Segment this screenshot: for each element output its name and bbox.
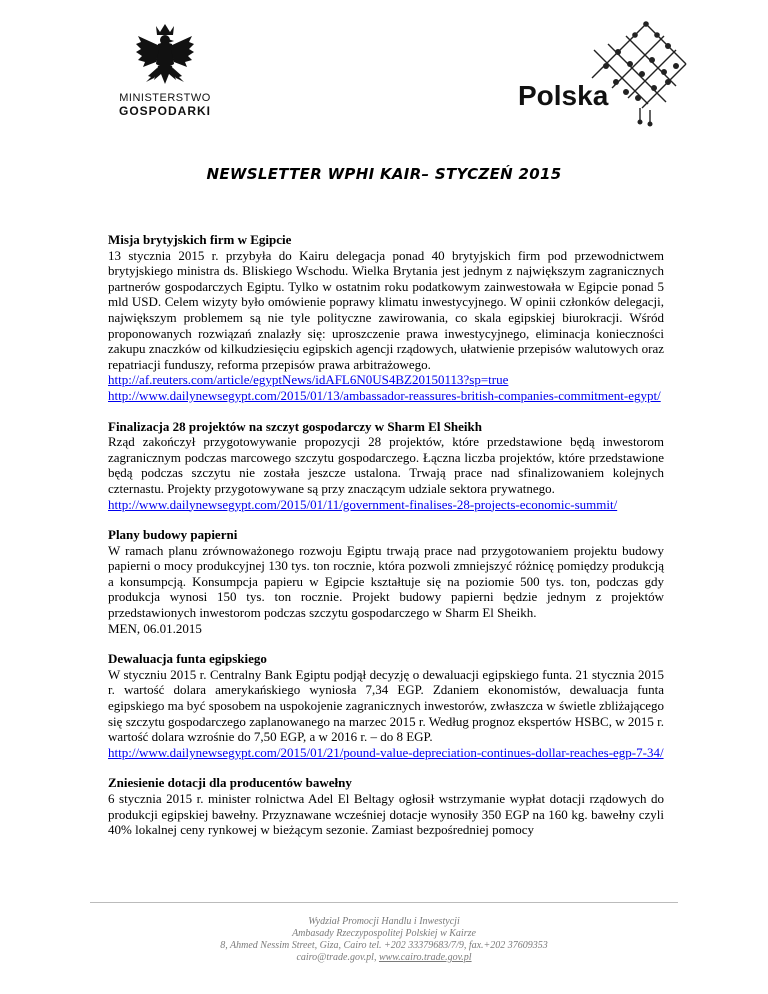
article-heading: Zniesienie dotacji dla producentów bawełny [108,775,352,791]
polska-brand-logo [518,18,688,128]
article-heading: Misja brytyjskich firm w Egipcie [108,232,292,247]
ministry-name-line2: GOSPODARKI [118,104,211,118]
footer-embassy: Ambasady Rzeczypospolitej Polskiej w Kairze [292,928,476,939]
article-cotton-subsidies [108,775,664,837]
article-28-projects [108,419,664,513]
eagle-emblem-icon [134,22,196,90]
article-heading: Plany budowy papierni [108,527,238,543]
article-link[interactable]: http://www.dailynewsegypt.com/2015/01/13/ambassador-reassures-british-companies-commitment-egypt/ [108,387,661,403]
polska-wordmark: Polska [518,80,609,111]
article-pound-devaluation [108,651,664,760]
article-paper-mill [108,527,664,636]
article-heading: Dewaluacja funta egipskiego [108,651,267,667]
newsletter-content [108,232,664,853]
article-body: W styczniu 2015 r. Centralny Bank Egiptu podjął decyzję o dewaluacji egipskiego funta. 21 stycznia 2015 r. wartość dolara amerykańskiego wyniosła 7,34 EGP. Zdaniem ekonomistów, dewaluacja funta egipskiego ma być sposobem na uspokojenie zagranicznych inwestorów, zwłaszcza w świetle zbliżającego się szczytu gospodarczego zaplanowanego na marzec 2015 r. Według prognoz ekspertów HSBC, w 2015 r. wartość dolara wzrośnie do 7,50 EGP, a w 2016 r. – do 8 EGP. [108,666,664,745]
article-body: 6 stycznia 2015 r. minister rolnictwa Adel El Beltagy ogłosił wstrzymanie wypłat dotacji rządowych do produkcji egipskiej bawełny. Przyznawane wcześniej dotacje wynosiły 350 EGP na 160 kg. bawełny czyli 40% lokalnej ceny rynkowej w bieżącym sezonie. Zamiast bezpośredniej pomocy [108,791,664,838]
ministry-name-line1: MINISTERSTWO [119,92,211,104]
footer-address: 8, Ahmed Nessim Street, Giza, Cairo tel. +202 33379683/7/9, fax.+202 37609353 [220,940,548,951]
article-source: MEN, 06.01.2015 [108,620,202,636]
footer-divider [90,902,678,903]
article-body: 13 stycznia 2015 r. przybyła do Kairu delegacja ponad 40 brytyjskich firm pod przewodnictwem brytyjskiego ministra ds. Bliskiego Wschodu. Wielka Brytania jest jednym z największym zagranicznych partnerów gospodarczych Egiptu. Tylko w ostatnim roku podatkowym zainwestowała w Egipcie ponad 5 mld USD. Celem wizyty było omówienie poprawy klimatu inwestycyjnego. W opinii członków delegacji, największym problemem są nie tyle polityczne zawirowania, co skala egipskiej biurokracji. Wśród proponowanych rozwiązań znalazły się: uproszczenie prawa inwestycyjnego, eliminacja konieczności zakupu znaczków od kilkudziesięciu egipskich agencji rządowych, ułatwienie przepisów walutowych oraz repatriacji funduszy, reforma przepisów prawa arbitrażowego. [108,247,664,372]
footer-department: Wydział Promocji Handlu i Inwestycji [308,916,460,927]
article-link[interactable]: http://af.reuters.com/article/egyptNews/idAFL6N0US4BZ20150113?sp=true [108,372,509,388]
footer-contact [0,952,768,964]
ministry-logo [100,22,230,118]
article-link[interactable]: http://www.dailynewsegypt.com/2015/01/21/pound-value-depreciation-continues-dollar-reaches-egp-7-34/ [108,744,664,760]
article-body: W ramach planu zrównoważonego rozwoju Egiptu trwają prace nad przygotowaniem projektu budowy papierni o mocy produkcyjnej 130 tys. ton rocznie, która pozwoli zmniejszyć różnicę pomiędzy produkcją a konsumpcją. Konsumpcja papieru w Egipcie kształtuje się na poziomie 500 tys. ton, podczas gdy produkcja wynosi 150 tys. ton rocznie. Projekt budowy papierni będzie jednym z projektów przedstawionych inwestorom podczas szczytu gospodarczego w Sharm El Sheikh. [108,542,664,621]
article-link[interactable]: http://www.dailynewsegypt.com/2015/01/11/government-finalises-28-projects-economic-summit/ [108,496,618,512]
article-british-mission [108,232,664,404]
footer-website-link[interactable]: www.cairo.trade.gov.pl [378,952,472,963]
footer-separator: , [373,952,377,963]
newsletter-title: NEWSLETTER WPHI KAIR– STYCZEŃ 2015 [206,165,562,183]
footer [0,916,768,964]
article-heading: Finalizacja 28 projektów na szczyt gospodarczy w Sharm El Sheikh [108,418,482,434]
article-body: Rząd zakończył przygotowywanie propozycji 28 projektów, które przedstawione będą inwestorom zagranicznym podczas marcowego szczytu gospodarczego. Łączna liczba projektów, które przedstawione będą podczas szczytu nie została jeszcze ustalona. Trwają prace nad sfinalizowaniem kolejnych czternastu. Projekty przygotowywane są przy znaczącym udziale sektora prywatnego. [108,434,664,496]
footer-email[interactable]: cairo@trade.gov.pl [296,952,374,963]
